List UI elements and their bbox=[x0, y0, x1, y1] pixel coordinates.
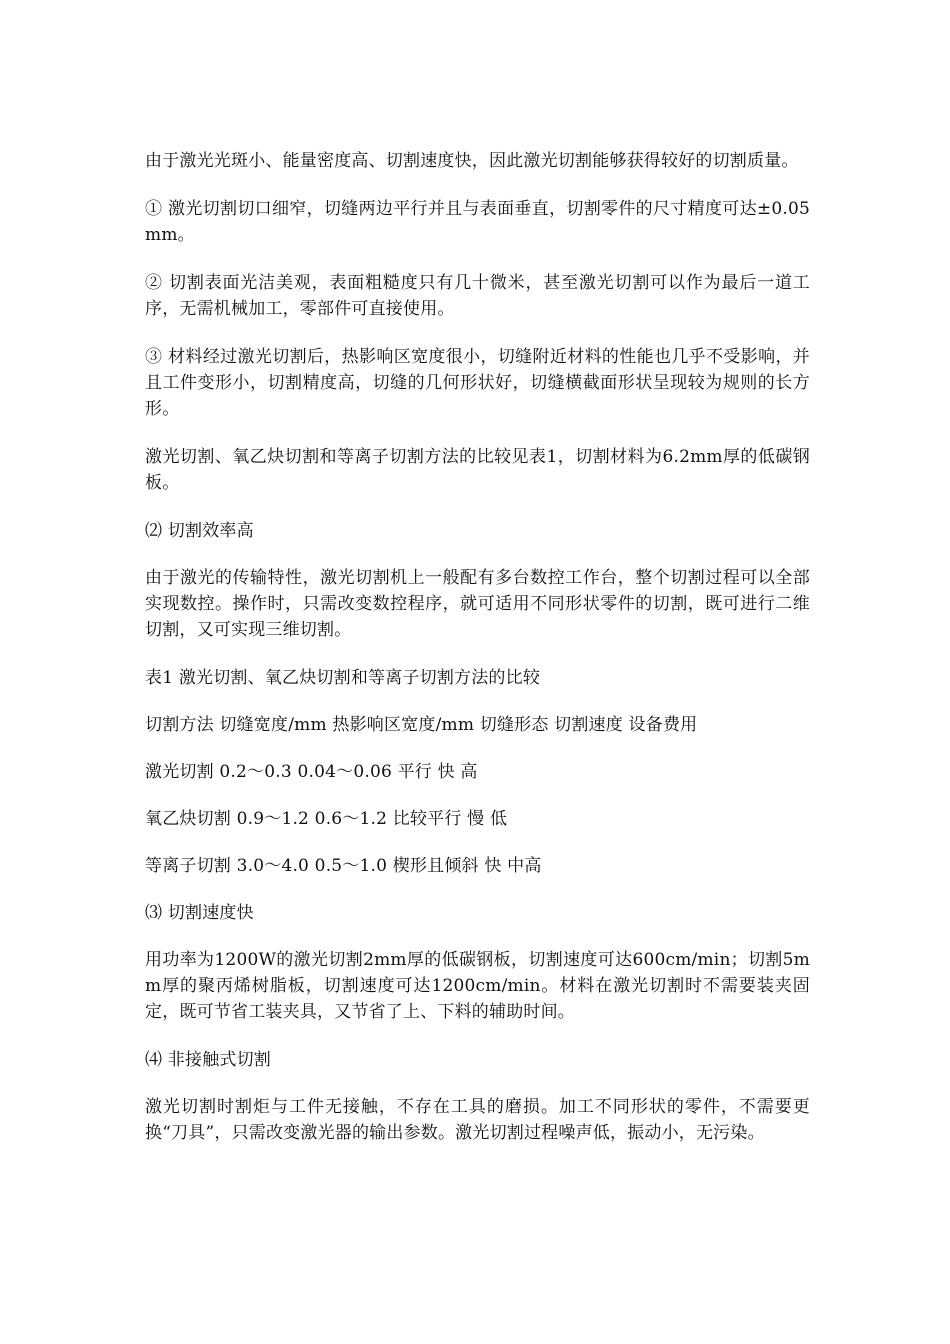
paragraph-comparison-note: 激光切割、氧乙炔切割和等离子切割方法的比较见表1，切割材料为6.2mm厚的低碳钢板。 bbox=[145, 447, 810, 493]
paragraph-non-contact: 激光切割时割炬与工件无接触，不存在工具的磨损。加工不同形状的零件，不需要更换“刀具”，只需改变激光器的输出参数。激光切割过程噪声低，振动小，无污染。 bbox=[145, 1097, 810, 1143]
paragraph-intro: 由于激光光斑小、能量密度高、切割速度快，因此激光切割能够获得较好的切割质量。 bbox=[145, 151, 799, 171]
section-heading-speed: ⑶ 切割速度快 bbox=[145, 903, 254, 923]
paragraph-item-2: ② 切割表面光洁美观，表面粗糙度只有几十微米，甚至激光切割可以作为最后一道工序，无需机械加工，零部件可直接使用。 bbox=[145, 273, 810, 319]
document-body bbox=[145, 148, 810, 1168]
table-header-line: 切割方法 切缝宽度/mm 热影响区宽度/mm 切缝形态 切割速度 设备费用 bbox=[145, 715, 698, 735]
paragraph-speed: 用功率为1200W的激光切割2mm厚的低碳钢板，切割速度可达600cm/min；切割5mm厚的聚丙烯树脂板，切割速度可达1200cm/min。材料在激光切割时不需要装夹固定，既可节省工装夹具，又节省了上、下料的辅助时间。 bbox=[145, 950, 810, 1022]
section-heading-non-contact: ⑷ 非接触式切割 bbox=[145, 1050, 272, 1070]
paragraph-item-3: ③ 材料经过激光切割后，热影响区宽度很小，切缝附近材料的性能也几乎不受影响，并且工件变形小，切割精度高，切缝的几何形状好，切缝横截面形状呈现较为规则的长方形。 bbox=[145, 347, 810, 419]
table-caption: 表1 激光切割、氧乙炔切割和等离子切割方法的比较 bbox=[145, 668, 541, 688]
table-row-laser: 激光切割 0.2～0.3 0.04～0.06 平行 快 高 bbox=[145, 762, 478, 782]
section-heading-efficiency: ⑵ 切割效率高 bbox=[145, 521, 254, 541]
table-row-plasma: 等离子切割 3.0～4.0 0.5～1.0 楔形且倾斜 快 中高 bbox=[145, 856, 542, 876]
paragraph-efficiency: 由于激光的传输特性，激光切割机上一般配有多台数控工作台，整个切割过程可以全部实现数控。操作时，只需改变数控程序，就可适用不同形状零件的切割，既可进行二维切割，又可实现三维切割。 bbox=[145, 568, 810, 640]
table-row-oxyacetylene: 氧乙炔切割 0.9～1.2 0.6～1.2 比较平行 慢 低 bbox=[145, 809, 508, 829]
paragraph-item-1: ① 激光切割切口细窄，切缝两边平行并且与表面垂直，切割零件的尺寸精度可达±0.05mm。 bbox=[145, 199, 810, 245]
